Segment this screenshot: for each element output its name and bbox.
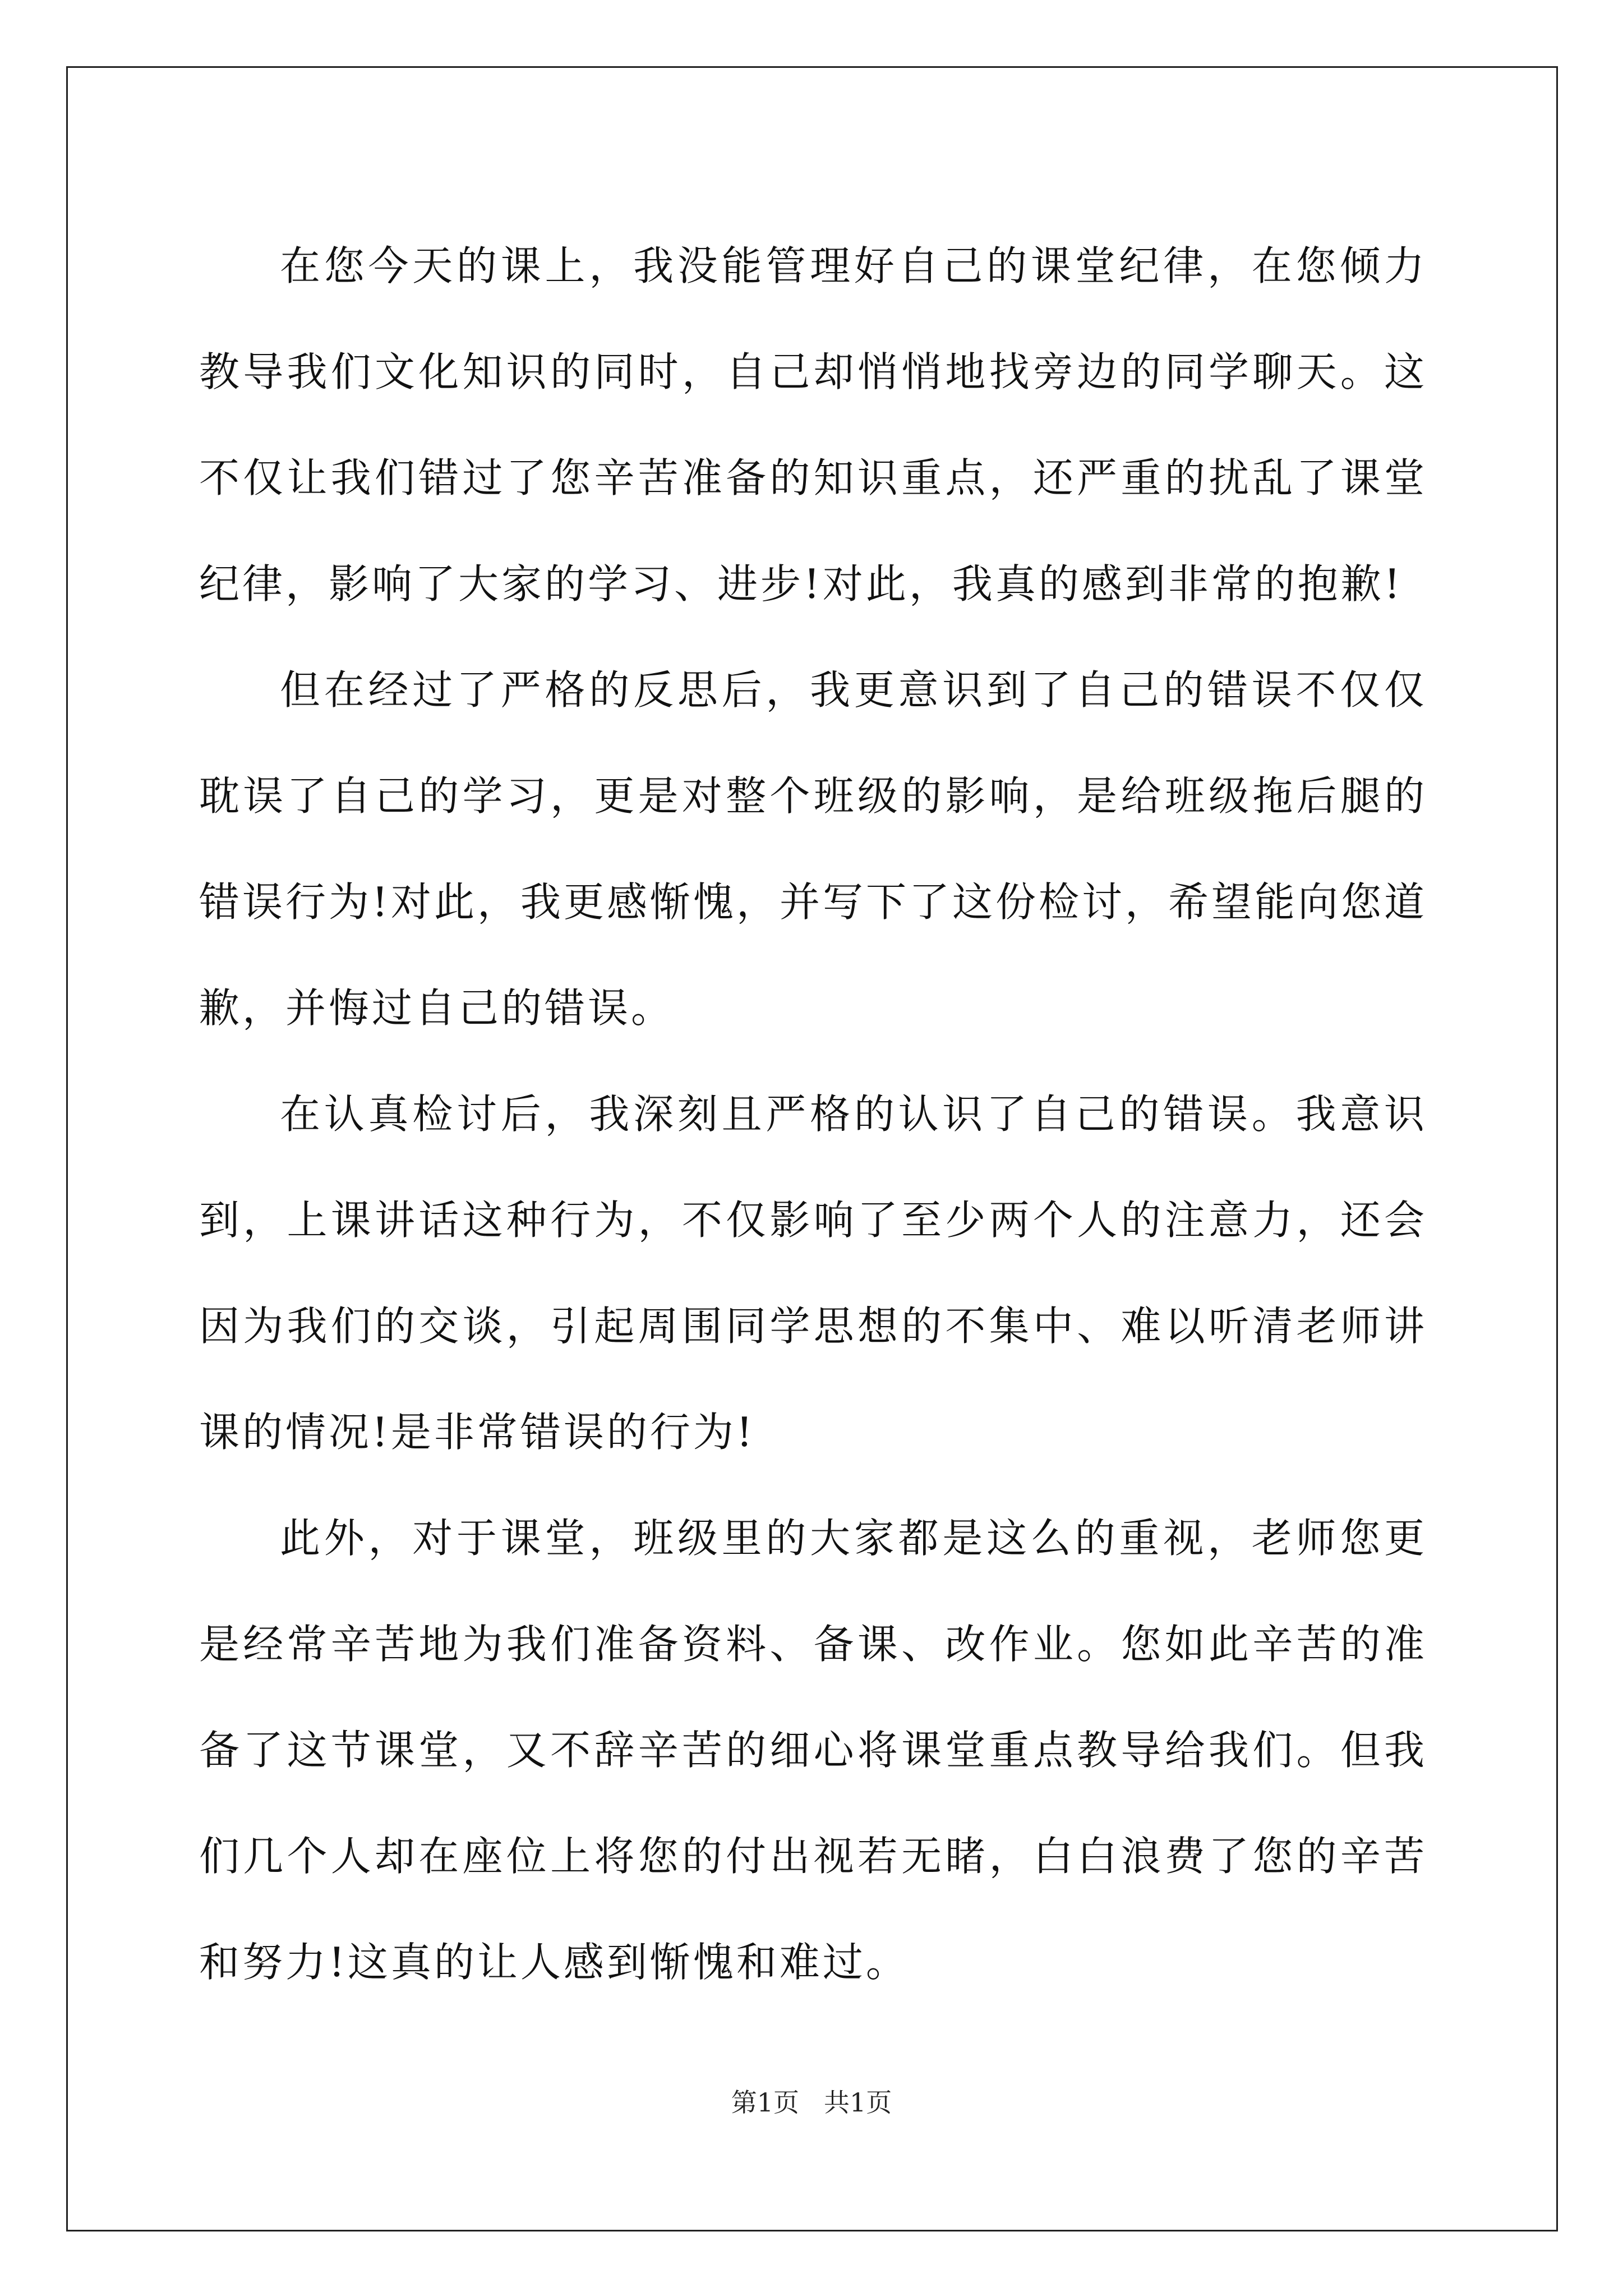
page-footer	[0, 2086, 1623, 2119]
total-pages: 共1页	[823, 2087, 892, 2118]
paragraph-3: 在认真检讨后，我深刻且严格的认识了自己的错误。我意识到，上课讲话这种行为，不仅影响了至少两个人的注意力，还会因为我们的交谈，引起周围同学思想的不集中、难以听清老师讲课的情况!是非常错误的行为!	[199, 1091, 1427, 1456]
document-body	[199, 213, 1427, 2016]
page-number: 第1页	[731, 2087, 800, 2118]
paragraph-1: 在您今天的课上，我没能管理好自己的课堂纪律，在您倾力教导我们文化知识的同时，自己却悄悄地找旁边的同学聊天。这不仅让我们错过了您辛苦准备的知识重点，还严重的扰乱了课堂纪律，影响了大家的学习、进步!对此，我真的感到非常的抱歉!	[199, 242, 1427, 608]
footer-gap	[799, 2087, 824, 2118]
paragraph-4: 此外，对于课堂，班级里的大家都是这么的重视，老师您更是经常辛苦地为我们准备资料、备课、改作业。您如此辛苦的准备了这节课堂，又不辞辛苦的细心将课堂重点教导给我们。但我们几个人却在座位上将您的付出视若无睹，白白浪费了您的辛苦和努力!这真的让人感到惭愧和难过。	[199, 1515, 1427, 1986]
paragraph-2: 但在经过了严格的反思后，我更意识到了自己的错误不仅仅耽误了自己的学习，更是对整个班级的影响，是给班级拖后腿的错误行为!对此，我更感惭愧，并写下了这份检讨，希望能向您道歉，并悔过自己的错误。	[199, 666, 1427, 1032]
